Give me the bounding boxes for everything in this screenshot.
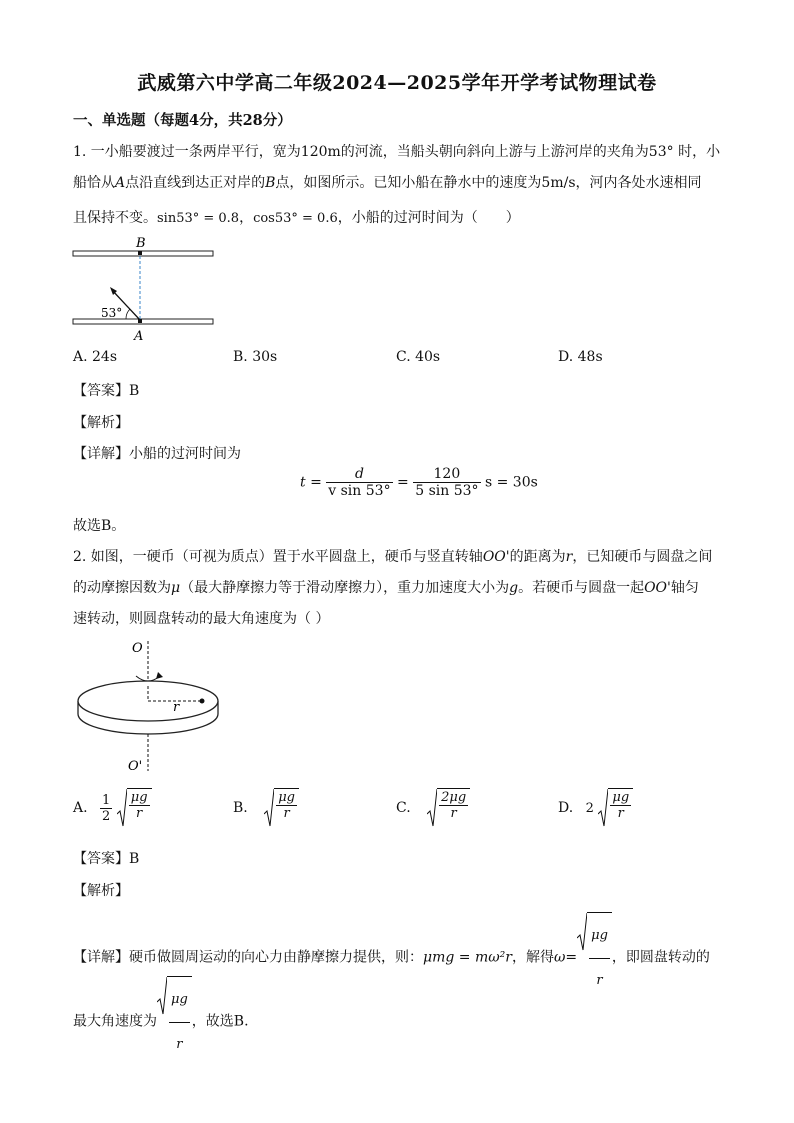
q1-answer: 【答案】B <box>73 383 140 399</box>
q1-detail: 【详解】小船的过河时间为 <box>73 446 241 462</box>
sin-equation: sin53° = 0.8 <box>157 211 240 226</box>
force-equation: μmg = mω²r <box>423 949 512 966</box>
river-crossing-figure <box>70 232 220 344</box>
label-r: r <box>173 700 180 715</box>
q2-analysis: 【解析】 <box>73 883 129 899</box>
label-a: A <box>134 329 144 344</box>
q2-final-line: 最大角速度为 $\frac{\mu g}{r}$ ，故选B. <box>73 976 249 1067</box>
q1-equation: t = $\frac{d}{\text{v sin 53°}}$ = $\frac{120}{5 \sin 53^\circ}$ s = 30s <box>300 466 538 499</box>
q2-line-2: 的动摩擦因数为μ（最大静摩擦力等于滑动摩擦力），重力加速度大小为g。若硬币与圆盘一起OO'轴匀 <box>73 580 699 596</box>
q2-option-c: C. $\frac{2\mu g}{r}$ <box>396 788 470 828</box>
rotating-disk-figure <box>70 636 230 776</box>
q2-option-d: D. 2 $\frac{\mu g}{r}$ <box>558 788 633 828</box>
q2-line-1: 2. 如图，一硬币（可视为质点）置于水平圆盘上，硬币与竖直转轴OO'的距离为r，已知硬币与圆盘之间 <box>73 549 713 565</box>
q2-line-3: 速转动，则圆盘转动的最大角速度为（ ） <box>73 611 330 627</box>
point-b-marker <box>138 251 142 255</box>
label-o-prime: O' <box>128 759 143 774</box>
angle-label: 53° <box>101 306 123 320</box>
coin-point <box>200 699 205 704</box>
label-o: O <box>132 641 143 656</box>
section-heading: 一、单选题（每题4分，共28分） <box>73 112 292 129</box>
q2-option-b: B. $\frac{\mu g}{r}$ <box>233 788 299 828</box>
q2-detail: 【详解】硬币做圆周运动的向心力由静摩擦力提供，则：μmg = mω²r，解得ω= $\frac{\mu g}{r}$ ，即圆盘转动的 <box>73 912 710 1003</box>
q1-option-b: B. 30s <box>233 349 278 365</box>
page-title: 武威第六中学高二年级2024—2025学年开学考试物理试卷 <box>137 72 657 94</box>
near-riverbank <box>73 319 213 324</box>
q2-option-a: A. $\frac{1}{2}$ $\frac{\mu g}{r}$ <box>73 788 152 828</box>
cos-equation: cos53° = 0.6 <box>253 211 338 226</box>
label-b: B <box>136 236 146 251</box>
q1-analysis: 【解析】 <box>73 415 129 431</box>
q1-option-d: D. 48s <box>558 349 603 365</box>
far-riverbank <box>73 251 213 256</box>
angle-arc <box>126 309 130 319</box>
q1-line-3: 且保持不变。sin53° = 0.8，cos53° = 0.6，小船的过河时间为（ ） <box>73 210 520 226</box>
rotation-arrowhead-icon <box>156 672 163 679</box>
q1-option-c: C. 40s <box>396 349 441 365</box>
q2-answer: 【答案】B <box>73 851 140 867</box>
q1-line-1: 1. 一小船要渡过一条两岸平行，宽为120m的河流，当船头朝向斜向上游与上游河岸的夹角为53° 时，小 <box>73 144 721 160</box>
q1-conclusion: 故选B。 <box>73 518 126 534</box>
q1-line-2: 船恰从A点沿直线到达正对岸的B点，如图所示。已知小船在静水中的速度为5m/s，河内各处水速相同 <box>73 175 702 191</box>
q1-option-a: A. 24s <box>73 349 118 365</box>
